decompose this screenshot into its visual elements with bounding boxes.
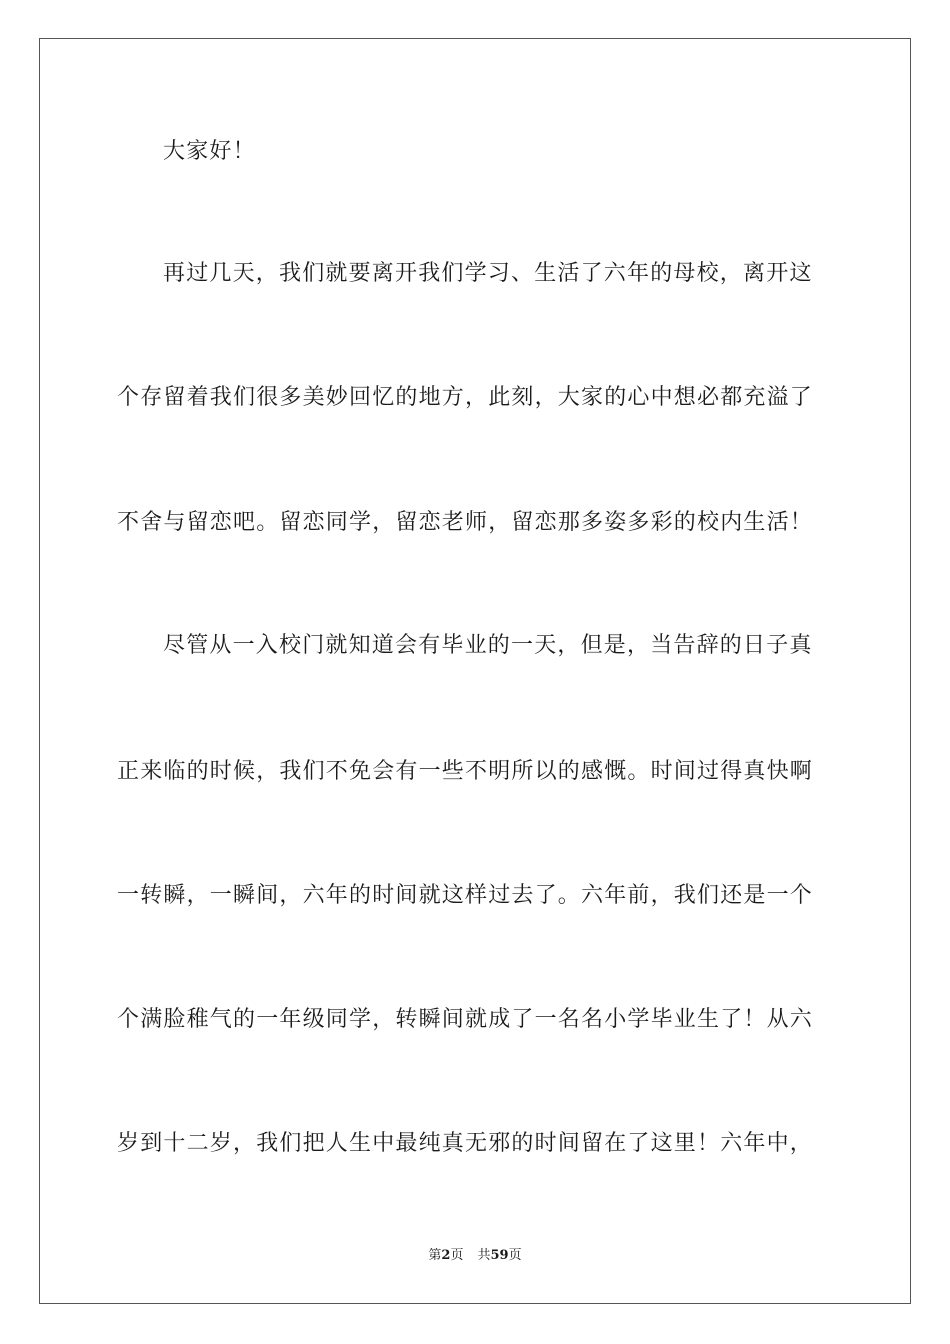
current-page-number: 2 — [441, 1248, 451, 1263]
total-page-count: 59 — [490, 1248, 509, 1263]
total-prefix: 共 — [477, 1248, 491, 1263]
page-prefix: 第 — [428, 1248, 442, 1263]
greeting-line: 大家好！ — [163, 139, 256, 164]
paragraph-line: 再过几天，我们就要离开我们学习、生活了六年的母校，离开这 — [163, 261, 813, 286]
paragraph-line: 正来临的时候，我们不免会有一些不明所以的感慨。时间过得真快啊 — [117, 759, 814, 784]
page-suffix: 页 — [450, 1248, 464, 1263]
paragraph-line: 个满脸稚气的一年级同学，转瞬间就成了一名名小学毕业生了！从六 — [117, 1007, 814, 1032]
paragraph-line: 不舍与留恋吧。留恋同学，留恋老师，留恋那多姿多彩的校内生活！ — [117, 510, 814, 535]
paragraph-line: 岁到十二岁，我们把人生中最纯真无邪的时间留在了这里！六年中， — [117, 1131, 814, 1156]
document-page — [39, 38, 911, 1304]
paragraph-line: 个存留着我们很多美妙回忆的地方，此刻，大家的心中想必都充溢了 — [117, 385, 814, 410]
page-footer — [0, 1247, 950, 1265]
paragraph-line: 尽管从一入校门就知道会有毕业的一天，但是，当告辞的日子真 — [163, 633, 813, 658]
total-suffix: 页 — [508, 1248, 522, 1263]
paragraph-line: 一转瞬，一瞬间，六年的时间就这样过去了。六年前，我们还是一个 — [117, 883, 814, 908]
